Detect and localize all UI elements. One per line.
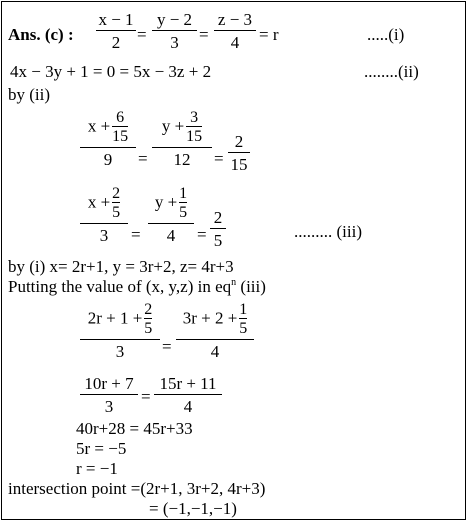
equals-r: = r (259, 25, 279, 44)
equals-sign: = (162, 337, 172, 356)
fraction-substituted-y: 3r + 2 + $\frac{1}{5}$ 4 (176, 302, 254, 360)
fraction-ratio: $\frac{2}{15}$ (228, 133, 250, 173)
fraction-simplified-right: $\frac{15r + 11}{4}$ (154, 375, 222, 415)
equation-tag-i: .....(i) (367, 25, 405, 44)
equals-sign: = (199, 25, 209, 44)
solution-box (1, 1, 466, 520)
step-equation-2: 5r = −5 (76, 439, 127, 458)
intersection-result: = (−1,−1,−1) (149, 499, 237, 518)
fraction-x: $\frac{x - 1}{2}$ (96, 11, 136, 51)
equals-sign: = (214, 149, 224, 168)
fraction-y-shift: y + $\frac{3}{15}$ 12 (152, 110, 212, 168)
fraction-y: $\frac{y - 2}{3}$ (152, 11, 197, 51)
fraction-z: $\frac{z - 3}{4}$ (214, 11, 256, 51)
equals-sign: = (131, 225, 141, 244)
equals-sign: = (138, 149, 148, 168)
fraction-substituted-x: 2r + 1 + $\frac{2}{5}$ 3 (80, 302, 160, 360)
step-equation-1: 40r+28 = 45r+33 (76, 419, 193, 438)
step-equation-3: r = −1 (76, 459, 118, 478)
intersection-point-line: intersection point =(2r+1, 3r+2, 4r+3) (8, 479, 266, 498)
equals-sign: = (197, 225, 207, 244)
answer-label: Ans. (c) : (8, 25, 74, 44)
fraction-ratio: $\frac{2}{5}$ (210, 209, 226, 249)
fraction-x-shift: x + $\frac{6}{15}$ 9 (80, 110, 136, 168)
equals-sign: = (137, 25, 147, 44)
fraction-simplified-left: $\frac{10r + 7}{3}$ (80, 375, 138, 415)
equation-tag-iii: ......... (iii) (294, 222, 362, 241)
plane-equation: 4x − 3y + 1 = 0 = 5x − 3z + 2 (10, 62, 212, 81)
equals-sign: = (141, 387, 151, 406)
fraction-y-shift: y + $\frac{1}{5}$ 4 (148, 186, 194, 244)
fraction-x-shift: x + $\frac{2}{5}$ 3 (80, 186, 128, 244)
by-i-substitution: by (i) x= 2r+1, y = 3r+2, z= 4r+3 (8, 257, 234, 276)
equation-tag-ii: ........(ii) (364, 62, 419, 81)
putting-values-line: Putting the value of (x, y,z) in $eq^n$ (iii) (8, 277, 266, 296)
by-ii-label: by (ii) (8, 85, 51, 104)
